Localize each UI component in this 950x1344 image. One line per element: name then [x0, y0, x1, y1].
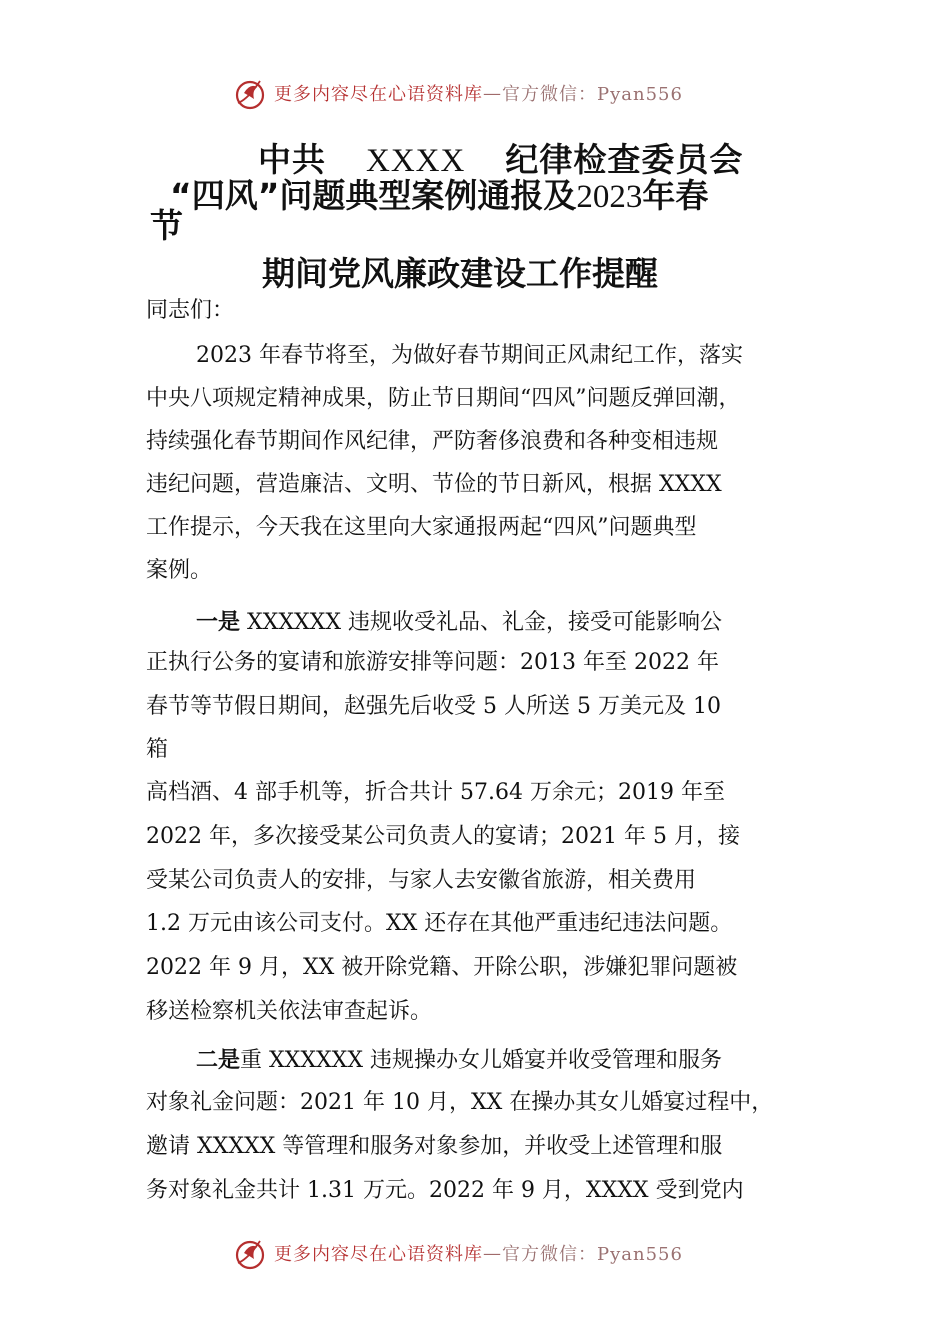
case1-line: XXXXXX 违规收受礼品、礼金，接受可能影响公 [240, 610, 722, 635]
case2-label: 二是 [196, 1048, 241, 1073]
watermark-text: 更多内容尽在心语资料库 [274, 1244, 483, 1265]
case1-line: 移送检察机关依法审查起诉。 [146, 999, 433, 1024]
title-org-code: XXXX [366, 143, 466, 179]
para1-line: 中央八项规定精神成果，防止节日期间“四风”问题反弹回潮， [146, 386, 741, 411]
logo-icon [230, 73, 270, 113]
case1-line: 箱 [146, 737, 169, 762]
title-topic: “四风”问题典型案例通报及 [170, 176, 577, 215]
title-line-3: 节 [150, 206, 183, 245]
case1-line: 2022 年 9 月，XX 被开除党籍、开除公职，涉嫌犯罪问题被 [146, 955, 738, 980]
case1-label: 一是 [196, 610, 241, 635]
case2-line: 重 XXXXXX 违规操办女儿婚宴并收受管理和服务 [240, 1048, 722, 1073]
case1-line: 正执行公务的宴请和旅游安排等问题：2013 年至 2022 年 [146, 650, 719, 675]
para1-line: 工作提示，今天我在这里向大家通报两起“四风”问题典型 [146, 515, 697, 540]
para1-line: 案例。 [146, 558, 213, 583]
case1-line: 2022 年，多次接受某公司负责人的宴请；2021 年 5 月，接 [146, 824, 740, 849]
case1-line: 1.2 万元由该公司支付。XX 还存在其他严重违纪违法问题。 [146, 911, 733, 936]
case1-line: 春节等节假日期间，赵强先后收受 5 人所送 5 万美元及 10 [146, 694, 721, 719]
title-topic-cont: 年春 [642, 176, 709, 215]
logo-icon [230, 1233, 270, 1273]
greeting: 同志们： [146, 298, 235, 323]
case1-line: 受某公司负责人的安排，与家人去安徽省旅游，相关费用 [146, 868, 697, 893]
title-committee: 纪律检查委员会 [505, 140, 744, 179]
title-org: 中共 [258, 140, 326, 179]
case2-first-line [196, 1050, 722, 1072]
watermark-header [230, 73, 683, 113]
para1-line: 违纪问题，营造廉洁、文明、节俭的节日新风，根据 XXXX [146, 472, 722, 497]
watermark-footer [230, 1233, 683, 1273]
case2-line: 务对象礼金共计 1.31 万元。2022 年 9 月，XXXX 受到党内 [146, 1178, 744, 1203]
title-line-2 [170, 170, 708, 217]
para1-line: 持续强化春节期间作风纪律，严防奢侈浪费和各种变相违规 [146, 429, 719, 454]
case1-first-line [196, 612, 722, 634]
case1-line: 高档酒、4 部手机等，折合共计 57.64 万余元；2019 年至 [146, 780, 725, 805]
title-year: 2023 [576, 179, 643, 215]
watermark-wechat: 官方微信：Pyan556 [502, 84, 683, 105]
case2-line: 邀请 XXXXX 等管理和服务对象参加，并收受上述管理和服 [146, 1134, 723, 1159]
para1-line: 2023 年春节将至，为做好春节期间正风肃纪工作，落实 [196, 343, 743, 368]
watermark-separator: — [483, 82, 502, 104]
case2-line: 对象礼金问题：2021 年 10 月，XX 在操办其女儿婚宴过程中， [146, 1090, 774, 1115]
watermark-separator: — [483, 1242, 502, 1264]
watermark-text: 更多内容尽在心语资料库 [274, 84, 483, 105]
watermark-wechat: 官方微信：Pyan556 [502, 1244, 683, 1265]
title-line-4: 期间党风廉政建设工作提醒 [262, 254, 658, 293]
